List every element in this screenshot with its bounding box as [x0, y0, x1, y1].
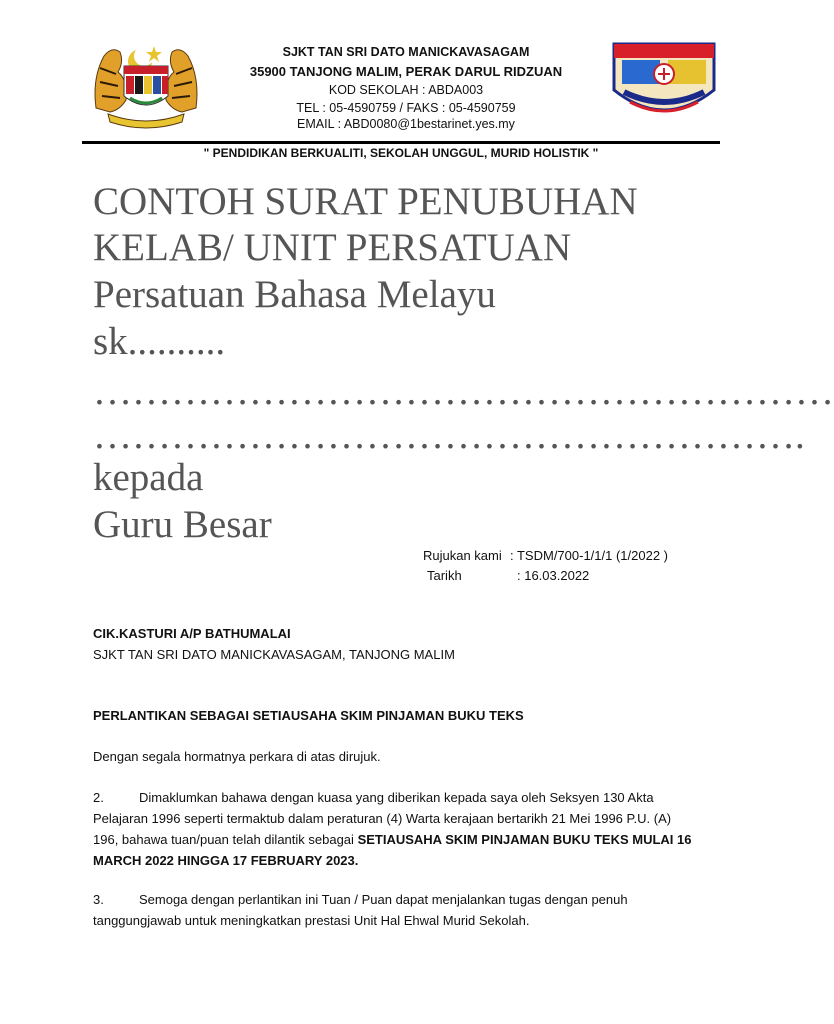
- malaysia-coat-of-arms-icon: [90, 38, 202, 128]
- date-label: Tarikh: [427, 568, 462, 583]
- paragraph-2-text: Dimaklumkan bahawa dengan kuasa yang diberikan kepada saya oleh Seksyen 130 Akta Pelajaran 1996 seperti termaktub dalam peraturan (4) Warta kerajaan bertarikh 21 Mei 1996 P.U. (A) 196, bahawa tuan/puan telah dilantik sebagai: [93, 790, 672, 847]
- title-line-4: sk..........: [93, 320, 226, 363]
- school-motto: " PENDIDIKAN BERKUALITI, SEKOLAH UNGGUL, MURID HOLISTIK ": [203, 146, 599, 160]
- ref-label: Rujukan kami: [423, 548, 502, 563]
- school-crest-icon: [608, 38, 720, 122]
- title-line-1: CONTOH SURAT PENUBUHAN: [93, 180, 638, 223]
- paragraph-3-number: 3.: [93, 892, 104, 907]
- school-email: EMAIL : ABD0080@1bestarinet.yes.my: [297, 117, 515, 131]
- ref-value: : TSDM/700-1/1/1 (1/2022 ): [510, 548, 669, 563]
- school-phone-fax: TEL : 05-4590759 / FAKS : 05-4590759: [296, 101, 516, 115]
- paragraph-2-number: 2.: [93, 790, 104, 805]
- paragraph-2: [93, 787, 693, 871]
- recipient-school: SJKT TAN SRI DATO MANICKAVASAGAM, TANJONG MALIM: [93, 647, 455, 662]
- letter-greeting: Dengan segala hormatnya perkara di atas dirujuk.: [93, 749, 381, 764]
- school-name: SJKT TAN SRI DATO MANICKAVASAGAM: [282, 45, 530, 59]
- letter-subject: PERLANTIKAN SEBAGAI SETIAUSAHA SKIM PINJAMAN BUKU TEKS: [93, 708, 524, 723]
- title-dots-2: ……………………………………………….: [93, 414, 805, 457]
- recipient-name: CIK.KASTURI A/P BATHUMALAI: [93, 626, 291, 641]
- title-dots-1: …………………………………………………: [93, 370, 834, 413]
- school-address: 35900 TANJONG MALIM, PERAK DARUL RIDZUAN: [249, 64, 563, 79]
- title-line-3: Persatuan Bahasa Melayu: [93, 273, 496, 316]
- school-code: KOD SEKOLAH : ABDA003: [328, 83, 484, 97]
- paragraph-2-appointment: SETIAUSAHA SKIM PINJAMAN BUKU TEKS MULAI 16 MARCH 2022 HINGGA 17 FEBRUARY 2023.: [93, 832, 692, 868]
- paragraph-3: [93, 889, 693, 931]
- title-line-kepada: kepada: [93, 456, 204, 499]
- title-line-2: KELAB/ UNIT PERSATUAN: [93, 226, 572, 269]
- paragraph-3-text: Semoga dengan perlantikan ini Tuan / Puan dapat menjalankan tugas dengan penuh tanggungjawab untuk meningkatkan prestasi Unit Hal Ehwal Murid Sekolah.: [93, 892, 628, 928]
- title-line-guru-besar: Guru Besar: [93, 503, 272, 546]
- date-value: : 16.03.2022: [517, 568, 590, 583]
- header-divider: [82, 141, 720, 144]
